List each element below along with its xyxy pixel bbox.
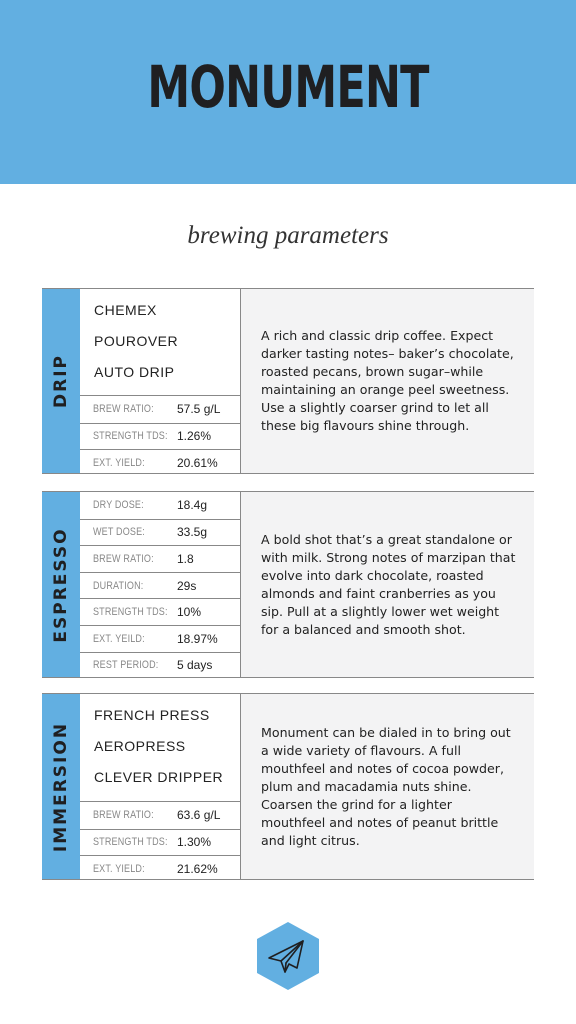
param-row xyxy=(80,652,240,679)
paper-plane-icon xyxy=(256,921,320,991)
param-row xyxy=(80,449,240,476)
param-value: 33.5g xyxy=(177,525,208,540)
param-row xyxy=(80,855,240,882)
param-row xyxy=(80,625,240,652)
param-row xyxy=(80,598,240,625)
param-label: EXT. YEILD: xyxy=(93,632,145,645)
param-value: 1.8 xyxy=(177,551,194,566)
param-value: 21.62% xyxy=(177,861,218,876)
param-row xyxy=(80,519,240,546)
param-label: REST PERIOD: xyxy=(93,659,159,672)
param-value: 1.30% xyxy=(177,835,212,850)
param-value: 5 days xyxy=(177,658,213,673)
method-item: CLEVER DRIPPER xyxy=(94,769,224,785)
drip-description: A rich and classic drip coffee. Expect darker tasting notes– baker’s chocolate, roasted pecans, brown sugar–while maintaining an orange peel sweetness. Use a slightly coarser grind to let all these big flavours shine through. xyxy=(261,328,514,433)
immersion-label: IMMERSION xyxy=(51,721,71,852)
drip-description-panel xyxy=(241,289,534,473)
param-row xyxy=(80,423,240,450)
param-label: EXT. YIELD: xyxy=(93,456,145,469)
param-label: BREW RATIO: xyxy=(93,403,154,416)
param-row xyxy=(80,492,240,519)
param-label: WET DOSE: xyxy=(93,526,145,539)
param-value: 20.61% xyxy=(177,455,218,470)
drip-section xyxy=(42,288,534,474)
param-label: BREW RATIO: xyxy=(93,809,154,822)
drip-details xyxy=(80,289,241,473)
immersion-description-panel xyxy=(241,694,534,879)
espresso-description: A bold shot that’s a great standalone or with milk. Strong notes of marzipan that evolve into dark chocolate, roasted almonds and faint cranberries as you sip. Pull at a slightly lower wet weight for a balanced and smooth shot. xyxy=(261,531,516,637)
immersion-section xyxy=(42,693,534,880)
param-label: STRENGTH TDS: xyxy=(93,430,168,443)
method-item: AUTO DRIP xyxy=(94,364,175,380)
espresso-section xyxy=(42,491,534,678)
page-subtitle: brewing parameters xyxy=(187,222,389,249)
param-value: 63.6 g/L xyxy=(177,808,221,823)
param-value: 57.5 g/L xyxy=(177,402,221,417)
param-label: STRENGTH TDS: xyxy=(93,606,168,619)
param-label: EXT. YIELD: xyxy=(93,862,145,875)
param-value: 1.26% xyxy=(177,429,212,444)
espresso-details xyxy=(80,492,241,677)
param-label: DURATION: xyxy=(93,579,144,592)
method-item: FRENCH PRESS xyxy=(94,707,210,723)
param-value: 29s xyxy=(177,578,197,593)
immersion-methods xyxy=(80,694,240,801)
page-title: MONUMENT xyxy=(147,53,429,121)
param-value: 18.97% xyxy=(177,631,218,646)
param-row xyxy=(80,545,240,572)
method-item: POUROVER xyxy=(94,333,179,349)
drip-params xyxy=(80,395,240,476)
param-row xyxy=(80,802,240,829)
drip-methods xyxy=(80,289,240,395)
espresso-label: ESPRESSO xyxy=(51,526,71,643)
immersion-details xyxy=(80,694,241,879)
param-value: 18.4g xyxy=(177,498,208,513)
param-label: STRENGTH TDS: xyxy=(93,836,168,849)
drip-label: DRIP xyxy=(51,354,71,408)
method-item: AEROPRESS xyxy=(94,738,186,754)
immersion-params xyxy=(80,801,240,882)
param-value: 10% xyxy=(177,605,202,620)
espresso-params xyxy=(80,492,240,678)
drip-label-bar xyxy=(42,289,80,473)
espresso-label-bar xyxy=(42,492,80,677)
espresso-description-panel xyxy=(241,492,534,677)
immersion-description: Monument can be dialed in to bring out a wide variety of flavours. A full mouthfeel and notes of cocoa powder, plum and macadamia nuts shine. Coarsen the grind for a lighter mouthfeel and notes of peanut brittle and light citrus. xyxy=(261,724,511,848)
method-item: CHEMEX xyxy=(94,302,157,318)
param-row xyxy=(80,829,240,856)
immersion-label-bar xyxy=(42,694,80,879)
param-row xyxy=(80,572,240,599)
param-row xyxy=(80,396,240,423)
header-banner xyxy=(0,0,576,184)
param-label: DRY DOSE: xyxy=(93,499,144,512)
param-label: BREW RATIO: xyxy=(93,552,154,565)
